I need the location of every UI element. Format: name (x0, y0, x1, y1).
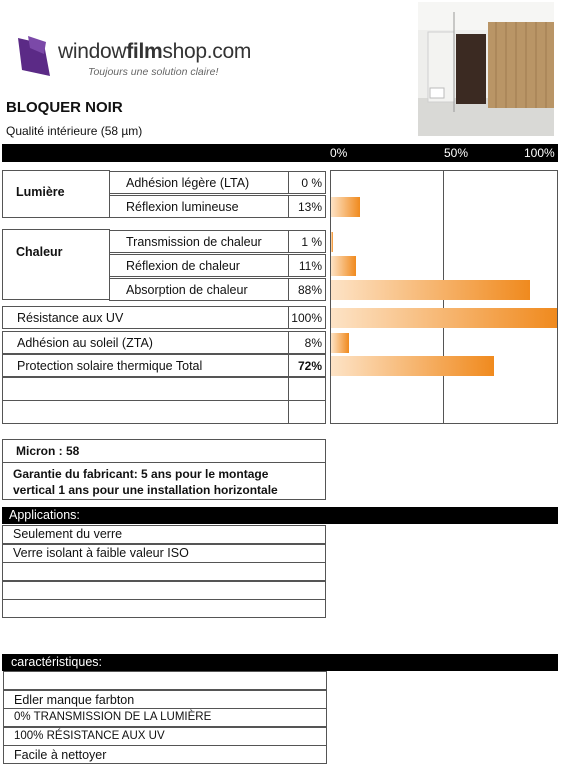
warranty-text: Garantie du fabricant: 5 ans pour le montage vertical 1 ans pour une installation horizontale (13, 467, 278, 497)
chart-bar (331, 256, 356, 276)
property-value: 100% (291, 311, 322, 325)
characteristic-item (3, 690, 327, 709)
chart-bar (331, 197, 360, 217)
property-label: Protection solaire thermique Total (17, 359, 203, 373)
logo-text-rest: shop.com (162, 40, 252, 63)
application-item (2, 599, 326, 618)
group-heat (2, 229, 110, 300)
logo-text-light: window (58, 40, 127, 63)
application-item (2, 544, 326, 563)
property-value-cell (288, 254, 326, 277)
property-value: 88% (297, 283, 322, 297)
characteristic-item-label: Edler manque farbton (14, 692, 135, 707)
scale-label-100: 100% (524, 146, 555, 160)
chart-bar (331, 280, 530, 300)
chart-bar (331, 356, 494, 376)
property-row (2, 331, 289, 354)
characteristic-item (3, 671, 327, 690)
logo-text-bold: film (126, 40, 163, 63)
applications-header (2, 507, 558, 524)
product-title: BLOQUER NOIR (6, 99, 123, 116)
property-row (109, 230, 289, 253)
property-value-cell (288, 331, 326, 354)
property-value-cell (288, 195, 326, 218)
application-item (2, 525, 326, 544)
property-value: 8% (304, 336, 322, 350)
property-value-cell (288, 278, 326, 301)
micron-label: Micron : 58 (16, 444, 80, 458)
property-row (109, 171, 289, 194)
characteristic-item-label: Facile à nettoyer (14, 748, 107, 762)
property-value: 13% (297, 200, 322, 214)
scale-label-50: 50% (444, 146, 469, 160)
characteristic-item-label: 0% TRANSMISSION DE LA LUMIÈRE (14, 711, 212, 723)
chart-bar (331, 308, 557, 328)
micron-box (2, 439, 326, 463)
logo-mark-icon (14, 34, 54, 80)
characteristic-item (3, 745, 327, 764)
property-value-cell (288, 354, 326, 377)
chart-bar (331, 232, 333, 252)
application-item (2, 581, 326, 600)
characteristic-item-label: 100% RÉSISTANCE AUX UV (14, 729, 165, 742)
product-subtitle: Qualité intérieure (58 µm) (6, 124, 143, 138)
empty-row-label (2, 400, 289, 424)
property-row (2, 354, 289, 377)
logo[interactable] (14, 34, 284, 84)
characteristic-item (3, 727, 327, 746)
property-row (109, 278, 289, 301)
scale-label-0: 0% (330, 146, 348, 160)
empty-row-label (2, 377, 289, 401)
property-value: 11% (298, 259, 322, 273)
application-item (2, 562, 326, 581)
property-value: 72% (297, 359, 322, 373)
application-item-label: Seulement du verre (13, 527, 123, 541)
characteristic-item (3, 708, 327, 727)
property-label: Réflexion de chaleur (126, 259, 240, 273)
property-value-cell (288, 230, 326, 253)
empty-row-value (288, 400, 326, 424)
characteristics-header-label: caractéristiques: (11, 655, 103, 669)
characteristics-header (2, 654, 558, 671)
property-label: Adhésion légère (LTA) (126, 176, 250, 190)
warranty-box (2, 462, 326, 500)
property-label: Adhésion au soleil (ZTA) (17, 336, 153, 350)
property-value: 0 % (301, 176, 322, 190)
property-label: Réflexion lumineuse (126, 200, 239, 214)
product-photo (418, 2, 554, 136)
property-label: Absorption de chaleur (126, 283, 248, 297)
property-label: Transmission de chaleur (126, 235, 262, 249)
empty-row-value (288, 377, 326, 401)
applications-header-label: Applications: (9, 508, 80, 522)
property-label: Résistance aux UV (17, 311, 124, 325)
logo-tagline: Toujours une solution claire! (88, 66, 219, 78)
group-heat-label: Chaleur (16, 245, 63, 259)
property-value-cell (288, 306, 326, 329)
group-light-label: Lumière (16, 185, 65, 199)
property-row (2, 306, 289, 329)
scale-header-bar (2, 144, 558, 162)
property-value: 1 % (301, 235, 322, 249)
chart-bar (331, 333, 349, 353)
application-item-label: Verre isolant à faible valeur ISO (13, 545, 189, 560)
property-row (109, 254, 289, 277)
group-light (2, 170, 110, 218)
property-value-cell (288, 171, 326, 194)
property-row (109, 195, 289, 218)
